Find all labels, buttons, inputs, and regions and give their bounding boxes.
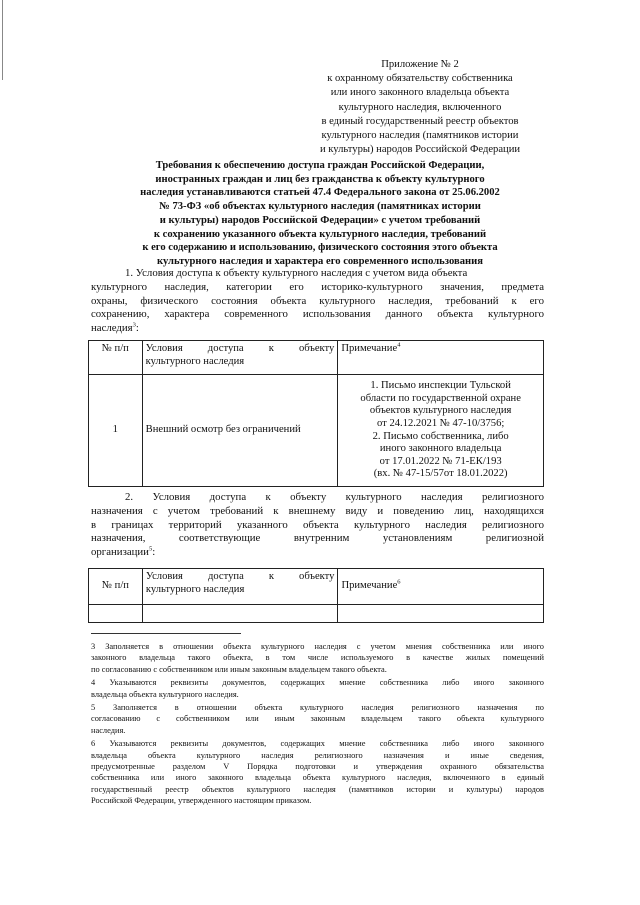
footnote-line: владельца объекта культурного наследия религиозного назначения и иные сведения, — [91, 750, 544, 760]
appendix-line: культурного наследия (памятников истории — [321, 130, 519, 142]
footnote-3 — [91, 641, 544, 675]
header-text: Примечание — [341, 580, 398, 592]
footnote-line: законного владельца такого объекта, в том числе используемого в качестве жилых помещений — [91, 653, 544, 663]
note-line: области по государственной охране — [360, 392, 521, 404]
footnote-ref-4: 4 — [397, 341, 401, 349]
col-header-note — [338, 341, 544, 375]
footnote-6 — [91, 738, 544, 806]
footnote-line: предусмотренные разделом V Порядка подготовки и утверждения охранного обязательства — [91, 762, 544, 772]
appendix-line: к охранному обязательству собственника — [327, 73, 513, 85]
appendix-line: в единый государственный реестр объектов — [321, 115, 519, 127]
header-text: культурного наследия — [145, 583, 245, 595]
table-row — [89, 605, 544, 623]
heading-line: наследия устанавливаются статьей 47.4 Федерального закона от 25.06.2002 — [140, 187, 500, 199]
header-text: Условия доступа к объекту — [145, 571, 335, 582]
paragraph-colon: : — [135, 322, 139, 335]
religious-access-table — [88, 568, 544, 623]
col-header-conditions — [142, 341, 338, 375]
footnote-line: собственника или иного законного владельца объекта культурного наследия, включенного в единый — [91, 773, 544, 783]
row-note — [338, 375, 544, 487]
footnote-line: Российской Федерации, утвержденного настоящим приказом. — [91, 796, 312, 806]
footnote-line: 6 Указываются реквизиты документов, содержащих мнение собственника либо иного законного — [91, 739, 544, 749]
footnote-line: 4 Указываются реквизиты документов, содержащих мнение собственника либо иного законного — [91, 678, 544, 688]
appendix-line: или иного законного владельца объекта — [330, 87, 510, 99]
note-line: от 24.12.2021 № 47-10/3756; — [377, 417, 505, 429]
note-line: от 17.01.2022 № 71-ЕК/193 — [379, 455, 502, 467]
row-number: 1 — [89, 375, 143, 487]
access-conditions-table — [88, 340, 544, 487]
empty-cell — [89, 605, 143, 623]
footnote-4 — [91, 677, 544, 700]
note-line: иного законного владельца — [379, 443, 502, 455]
table-header-row — [89, 341, 544, 375]
heading-line: и культуры) народов Российской Федерации» с учетом требований — [159, 214, 481, 226]
note-line: 1. Письмо инспекции Тульской — [370, 380, 511, 392]
paragraph-line: культурного наследия, категории его историко-культурного значения, предмета — [91, 280, 544, 293]
col-header-conditions — [142, 569, 338, 605]
col-header-note — [338, 569, 544, 605]
header-text: Условия доступа к объекту — [145, 343, 335, 354]
footnote-line: согласованию с собственником или иным законным владельцем такого объекта культурного — [91, 714, 544, 724]
footnote-line: по согласованию с собственником или иным законным владельцем такого объекта. — [91, 664, 387, 674]
paragraph-line: в границах территорий указанного объекта культурного наследия религиозного — [91, 518, 544, 531]
footnote-line: наследия. — [91, 725, 126, 735]
section-2-paragraph — [91, 491, 544, 560]
appendix-line: и культуры) народов Российской Федерации — [319, 144, 521, 156]
note-line: (вх. № 47-15/57от 18.01.2022) — [373, 468, 508, 480]
paragraph-line: охраны, физического состояния объекта культурного наследия, требований к его — [91, 294, 544, 307]
heading-line: к сохранению указанного объекта культурного наследия, требований — [153, 228, 487, 240]
paragraph-colon: : — [152, 546, 156, 559]
appendix-line: культурного наследия, включенного — [338, 101, 502, 113]
paragraph-text: организации — [91, 546, 149, 559]
table-header-row — [89, 569, 544, 605]
heading-line: к его содержанию и использованию, физического состояния этого объекта — [142, 242, 498, 254]
footnote-ref-5: 5 — [148, 546, 153, 553]
document-heading — [95, 159, 545, 269]
appendix-line: Приложение № 2 — [381, 59, 459, 70]
footnote-line: 3 Заполняется в отношении объекта культурного наследия с учетом мнения собственника или иного — [91, 642, 544, 651]
paragraph-line: 2. Условия доступа к объекту культурного наследия религиозного — [125, 491, 544, 503]
paragraph-line — [91, 322, 544, 336]
footnote-line: владельца объекта культурного наследия. — [91, 689, 239, 699]
empty-cell — [142, 605, 338, 623]
table-row — [89, 375, 544, 487]
footnote-ref-6: 6 — [397, 578, 401, 586]
empty-cell — [338, 605, 544, 623]
paragraph-line: назначения, соответствующие внутренним установлениям религиозной — [91, 532, 544, 545]
appendix-header — [270, 58, 570, 157]
footnote-ref-3: 3 — [132, 322, 136, 329]
footnotes — [91, 641, 544, 809]
heading-line: иностранных граждан и лиц без гражданства к объекту культурного — [155, 173, 485, 185]
paragraph-line — [91, 546, 544, 560]
paragraph-line: сохранению, характера современного использования данного объекта культурного — [91, 308, 544, 321]
margin-rule — [2, 0, 3, 80]
footnote-line: государственный реестр объектов культурного наследия (памятников истории и культуры) народов — [91, 784, 544, 794]
header-text: Примечание — [341, 343, 398, 354]
paragraph-text: наследия — [91, 322, 133, 335]
heading-line: Требования к обеспечению доступа граждан Российской Федерации, — [155, 160, 485, 171]
col-header-number: № п/п — [89, 569, 143, 605]
paragraph-line: 1. Условия доступа к объекту культурного наследия с учетом вида объекта — [125, 267, 468, 279]
row-conditions: Внешний осмотр без ограничений — [142, 375, 338, 487]
footnote-5 — [91, 702, 544, 736]
note-line: объектов культурного наследия — [369, 405, 512, 417]
heading-line: № 73-ФЗ «об объектах культурного наследия (памятниках истории — [159, 201, 481, 213]
heading-line: культурного наследия и характера его современного использования — [157, 255, 483, 267]
note-line: 2. Письмо собственника, либо — [372, 430, 509, 442]
footnote-separator — [91, 633, 241, 634]
paragraph-line: назначения с учетом требований к внешнему виду и поведению лиц, находящихся — [91, 504, 544, 517]
footnote-line: 5 Заполняется в отношении объекта культурного наследия религиозного назначения по — [91, 703, 544, 713]
col-header-number: № п/п — [89, 341, 143, 375]
header-text: культурного наследия — [145, 355, 245, 367]
section-1-paragraph — [91, 267, 544, 336]
